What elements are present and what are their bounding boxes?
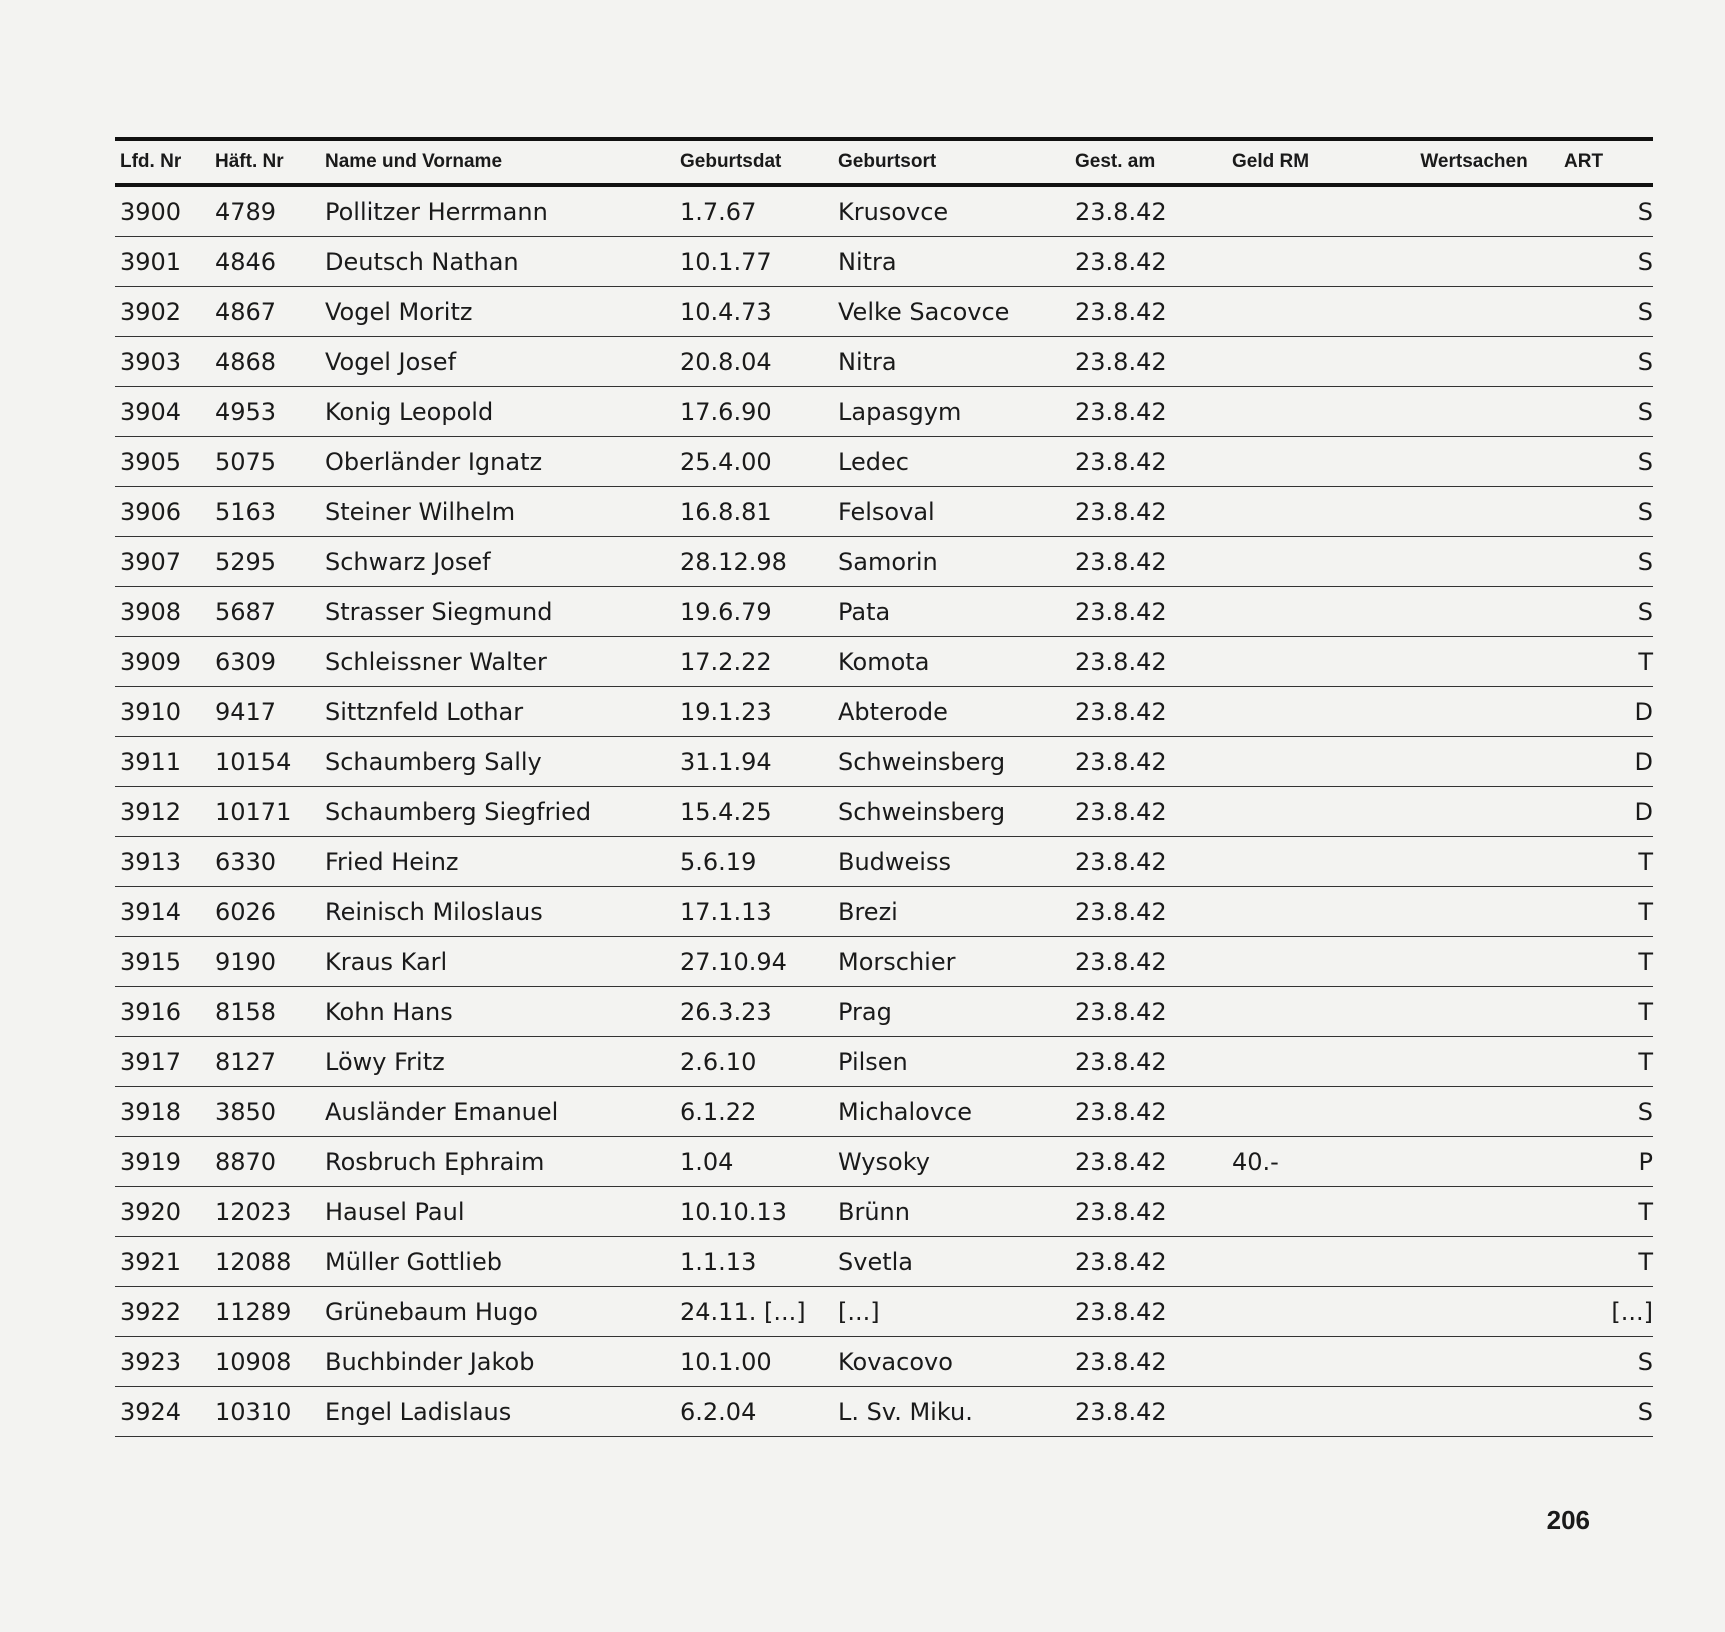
cell-haeft-nr: 10908: [210, 1337, 320, 1387]
cell-lfd-nr: 3921: [115, 1237, 210, 1287]
cell-haeft-nr: 4789: [210, 185, 320, 237]
cell-wertsachen: [1384, 587, 1559, 637]
cell-art: P: [1559, 1137, 1653, 1187]
cell-wertsachen: [1384, 337, 1559, 387]
cell-geburtsdat: 6.2.04: [675, 1387, 833, 1437]
cell-geburtsdat: 26.3.23: [675, 987, 833, 1037]
table-row: [115, 287, 1653, 337]
cell-lfd-nr: 3922: [115, 1287, 210, 1337]
cell-art: T: [1559, 637, 1653, 687]
header-art: ART: [1559, 139, 1653, 185]
cell-geburtsdat: 19.6.79: [675, 587, 833, 637]
cell-geld-rm: [1227, 1337, 1384, 1387]
cell-art: S: [1559, 185, 1653, 237]
cell-wertsachen: [1384, 637, 1559, 687]
cell-haeft-nr: 10171: [210, 787, 320, 837]
table-row: [115, 737, 1653, 787]
page-number: 206: [1546, 1505, 1590, 1535]
cell-gest-am: 23.8.42: [1070, 237, 1227, 287]
cell-gest-am: 23.8.42: [1070, 637, 1227, 687]
cell-art: S: [1559, 437, 1653, 487]
cell-name: Deutsch Nathan: [320, 237, 675, 287]
cell-gest-am: 23.8.42: [1070, 1387, 1227, 1437]
cell-gest-am: 23.8.42: [1070, 937, 1227, 987]
cell-geburtsdat: 31.1.94: [675, 737, 833, 787]
header-name: Name und Vorname: [320, 139, 675, 185]
cell-geld-rm: [1227, 737, 1384, 787]
cell-haeft-nr: 5687: [210, 587, 320, 637]
cell-lfd-nr: 3901: [115, 237, 210, 287]
cell-name: Schaumberg Siegfried: [320, 787, 675, 837]
cell-haeft-nr: 11289: [210, 1287, 320, 1337]
cell-name: Grünebaum Hugo: [320, 1287, 675, 1337]
cell-art: T: [1559, 987, 1653, 1037]
table-row: [115, 1287, 1653, 1337]
cell-geld-rm: [1227, 637, 1384, 687]
cell-wertsachen: [1384, 887, 1559, 937]
cell-haeft-nr: 5295: [210, 537, 320, 587]
death-register-table: [115, 137, 1653, 1437]
cell-geburtsdat: 1.1.13: [675, 1237, 833, 1287]
cell-geld-rm: [1227, 987, 1384, 1037]
cell-lfd-nr: 3914: [115, 887, 210, 937]
cell-haeft-nr: 12023: [210, 1187, 320, 1237]
cell-geburtsort: Nitra: [833, 237, 1070, 287]
table-row: [115, 1337, 1653, 1387]
cell-geburtsort: [...]: [833, 1287, 1070, 1337]
cell-art: S: [1559, 487, 1653, 537]
cell-geburtsdat: 17.1.13: [675, 887, 833, 937]
cell-name: Hausel Paul: [320, 1187, 675, 1237]
cell-haeft-nr: 4868: [210, 337, 320, 387]
cell-art: S: [1559, 387, 1653, 437]
cell-geburtsdat: 10.4.73: [675, 287, 833, 337]
cell-geburtsort: Morschier: [833, 937, 1070, 987]
cell-art: D: [1559, 787, 1653, 837]
table-row: [115, 537, 1653, 587]
table-row: [115, 587, 1653, 637]
cell-gest-am: 23.8.42: [1070, 1037, 1227, 1087]
cell-name: Oberländer Ignatz: [320, 437, 675, 487]
cell-geburtsdat: 1.04: [675, 1137, 833, 1187]
table-row: [115, 837, 1653, 887]
cell-lfd-nr: 3911: [115, 737, 210, 787]
cell-name: Pollitzer Herrmann: [320, 185, 675, 237]
cell-geld-rm: [1227, 1187, 1384, 1237]
cell-geld-rm: 40.-: [1227, 1137, 1384, 1187]
cell-art: S: [1559, 237, 1653, 287]
cell-lfd-nr: 3912: [115, 787, 210, 837]
cell-geburtsdat: 10.10.13: [675, 1187, 833, 1237]
cell-gest-am: 23.8.42: [1070, 787, 1227, 837]
cell-name: Schwarz Josef: [320, 537, 675, 587]
table-row: [115, 387, 1653, 437]
cell-name: Konig Leopold: [320, 387, 675, 437]
cell-lfd-nr: 3908: [115, 587, 210, 637]
cell-lfd-nr: 3917: [115, 1037, 210, 1087]
cell-wertsachen: [1384, 787, 1559, 837]
cell-geld-rm: [1227, 437, 1384, 487]
cell-wertsachen: [1384, 287, 1559, 337]
cell-lfd-nr: 3919: [115, 1137, 210, 1187]
cell-name: Engel Ladislaus: [320, 1387, 675, 1437]
cell-lfd-nr: 3918: [115, 1087, 210, 1137]
cell-geld-rm: [1227, 337, 1384, 387]
cell-gest-am: 23.8.42: [1070, 587, 1227, 637]
cell-wertsachen: [1384, 937, 1559, 987]
table-row: [115, 337, 1653, 387]
cell-geburtsdat: 17.6.90: [675, 387, 833, 437]
cell-geld-rm: [1227, 387, 1384, 437]
cell-geburtsort: Pilsen: [833, 1037, 1070, 1087]
cell-geburtsort: Wysoky: [833, 1137, 1070, 1187]
cell-geburtsort: Krusovce: [833, 185, 1070, 237]
cell-geburtsort: Samorin: [833, 537, 1070, 587]
cell-gest-am: 23.8.42: [1070, 1087, 1227, 1137]
cell-art: S: [1559, 537, 1653, 587]
header-lfd-nr: Lfd. Nr: [115, 139, 210, 185]
header-wertsachen: Wertsachen: [1384, 139, 1559, 185]
cell-geld-rm: [1227, 937, 1384, 987]
cell-gest-am: 23.8.42: [1070, 185, 1227, 237]
cell-geburtsdat: 10.1.00: [675, 1337, 833, 1387]
cell-geburtsdat: 24.11. [...]: [675, 1287, 833, 1337]
cell-haeft-nr: 12088: [210, 1237, 320, 1287]
table-row: [115, 1137, 1653, 1187]
cell-geld-rm: [1227, 237, 1384, 287]
cell-wertsachen: [1384, 987, 1559, 1037]
cell-wertsachen: [1384, 1287, 1559, 1337]
cell-haeft-nr: 4867: [210, 287, 320, 337]
cell-art: D: [1559, 737, 1653, 787]
cell-geld-rm: [1227, 185, 1384, 237]
header-geld-rm: Geld RM: [1227, 139, 1384, 185]
cell-art: T: [1559, 937, 1653, 987]
cell-geld-rm: [1227, 1087, 1384, 1137]
cell-haeft-nr: 3850: [210, 1087, 320, 1137]
header-haeft-nr: Häft. Nr: [210, 139, 320, 185]
cell-name: Buchbinder Jakob: [320, 1337, 675, 1387]
cell-geld-rm: [1227, 487, 1384, 537]
cell-wertsachen: [1384, 687, 1559, 737]
cell-art: S: [1559, 1387, 1653, 1437]
cell-geburtsdat: 19.1.23: [675, 687, 833, 737]
cell-gest-am: 23.8.42: [1070, 1137, 1227, 1187]
cell-lfd-nr: 3909: [115, 637, 210, 687]
table-row: [115, 987, 1653, 1037]
table-row: [115, 437, 1653, 487]
header-geburtsort: Geburtsort: [833, 139, 1070, 185]
table-row: [115, 887, 1653, 937]
cell-art: S: [1559, 1087, 1653, 1137]
cell-geburtsort: Velke Sacovce: [833, 287, 1070, 337]
cell-art: T: [1559, 1037, 1653, 1087]
cell-wertsachen: [1384, 737, 1559, 787]
cell-wertsachen: [1384, 387, 1559, 437]
cell-haeft-nr: 5075: [210, 437, 320, 487]
cell-wertsachen: [1384, 1387, 1559, 1437]
cell-wertsachen: [1384, 1037, 1559, 1087]
cell-geld-rm: [1227, 787, 1384, 837]
cell-gest-am: 23.8.42: [1070, 487, 1227, 537]
cell-name: Löwy Fritz: [320, 1037, 675, 1087]
cell-name: Fried Heinz: [320, 837, 675, 887]
table-row: [115, 637, 1653, 687]
cell-haeft-nr: 4846: [210, 237, 320, 287]
cell-art: T: [1559, 1237, 1653, 1287]
table-row: [115, 1237, 1653, 1287]
cell-lfd-nr: 3913: [115, 837, 210, 887]
cell-haeft-nr: 6026: [210, 887, 320, 937]
table-row: [115, 1387, 1653, 1437]
cell-geburtsdat: 17.2.22: [675, 637, 833, 687]
cell-gest-am: 23.8.42: [1070, 287, 1227, 337]
cell-wertsachen: [1384, 185, 1559, 237]
cell-geburtsdat: 25.4.00: [675, 437, 833, 487]
cell-lfd-nr: 3904: [115, 387, 210, 437]
cell-geld-rm: [1227, 887, 1384, 937]
cell-geburtsort: Prag: [833, 987, 1070, 1037]
cell-lfd-nr: 3924: [115, 1387, 210, 1437]
cell-geburtsort: Abterode: [833, 687, 1070, 737]
cell-geld-rm: [1227, 837, 1384, 887]
cell-gest-am: 23.8.42: [1070, 437, 1227, 487]
cell-haeft-nr: 8158: [210, 987, 320, 1037]
cell-name: Müller Gottlieb: [320, 1237, 675, 1287]
cell-geburtsort: Pata: [833, 587, 1070, 637]
cell-haeft-nr: 6309: [210, 637, 320, 687]
cell-art: [...]: [1559, 1287, 1653, 1337]
table-row: [115, 185, 1653, 237]
cell-name: Strasser Siegmund: [320, 587, 675, 637]
cell-geburtsdat: 6.1.22: [675, 1087, 833, 1137]
cell-gest-am: 23.8.42: [1070, 337, 1227, 387]
cell-geld-rm: [1227, 1387, 1384, 1437]
cell-geburtsdat: 2.6.10: [675, 1037, 833, 1087]
cell-geld-rm: [1227, 537, 1384, 587]
cell-geburtsdat: 27.10.94: [675, 937, 833, 987]
cell-geburtsdat: 28.12.98: [675, 537, 833, 587]
cell-haeft-nr: 4953: [210, 387, 320, 437]
cell-geburtsort: Schweinsberg: [833, 737, 1070, 787]
cell-name: Reinisch Miloslaus: [320, 887, 675, 937]
cell-lfd-nr: 3923: [115, 1337, 210, 1387]
cell-geburtsort: Kovacovo: [833, 1337, 1070, 1387]
cell-art: D: [1559, 687, 1653, 737]
cell-geld-rm: [1227, 1237, 1384, 1287]
cell-gest-am: 23.8.42: [1070, 887, 1227, 937]
cell-geburtsdat: 20.8.04: [675, 337, 833, 387]
cell-geburtsort: Lapasgym: [833, 387, 1070, 437]
table-row: [115, 1087, 1653, 1137]
cell-gest-am: 23.8.42: [1070, 1337, 1227, 1387]
cell-geburtsdat: 10.1.77: [675, 237, 833, 287]
cell-gest-am: 23.8.42: [1070, 1237, 1227, 1287]
cell-geld-rm: [1227, 287, 1384, 337]
cell-name: Sittznfeld Lothar: [320, 687, 675, 737]
table-body: [115, 185, 1653, 1437]
cell-lfd-nr: 3920: [115, 1187, 210, 1237]
cell-wertsachen: [1384, 1087, 1559, 1137]
cell-geburtsort: Svetla: [833, 1237, 1070, 1287]
cell-geburtsort: Brünn: [833, 1187, 1070, 1237]
cell-name: Vogel Josef: [320, 337, 675, 387]
cell-wertsachen: [1384, 1187, 1559, 1237]
cell-name: Schaumberg Sally: [320, 737, 675, 787]
cell-wertsachen: [1384, 437, 1559, 487]
cell-name: Kohn Hans: [320, 987, 675, 1037]
cell-haeft-nr: 9417: [210, 687, 320, 737]
cell-gest-am: 23.8.42: [1070, 387, 1227, 437]
cell-lfd-nr: 3916: [115, 987, 210, 1037]
table-row: [115, 937, 1653, 987]
cell-gest-am: 23.8.42: [1070, 1187, 1227, 1237]
cell-lfd-nr: 3903: [115, 337, 210, 387]
cell-geld-rm: [1227, 1287, 1384, 1337]
cell-lfd-nr: 3905: [115, 437, 210, 487]
cell-geburtsdat: 1.7.67: [675, 185, 833, 237]
cell-haeft-nr: 10154: [210, 737, 320, 787]
cell-geld-rm: [1227, 687, 1384, 737]
cell-gest-am: 23.8.42: [1070, 987, 1227, 1037]
cell-art: S: [1559, 587, 1653, 637]
table-row: [115, 1037, 1653, 1087]
cell-haeft-nr: 10310: [210, 1387, 320, 1437]
table-row: [115, 237, 1653, 287]
cell-art: T: [1559, 887, 1653, 937]
cell-wertsachen: [1384, 487, 1559, 537]
header-gest-am: Gest. am: [1070, 139, 1227, 185]
cell-wertsachen: [1384, 537, 1559, 587]
cell-gest-am: 23.8.42: [1070, 1287, 1227, 1337]
cell-geburtsdat: 5.6.19: [675, 837, 833, 887]
cell-lfd-nr: 3902: [115, 287, 210, 337]
cell-geburtsort: Nitra: [833, 337, 1070, 387]
cell-art: S: [1559, 1337, 1653, 1387]
cell-geburtsort: Felsoval: [833, 487, 1070, 537]
cell-geld-rm: [1227, 587, 1384, 637]
cell-haeft-nr: 9190: [210, 937, 320, 987]
cell-lfd-nr: 3906: [115, 487, 210, 537]
table-row: [115, 487, 1653, 537]
cell-wertsachen: [1384, 1237, 1559, 1287]
cell-geburtsort: L. Sv. Miku.: [833, 1387, 1070, 1437]
cell-geburtsort: Brezi: [833, 887, 1070, 937]
cell-haeft-nr: 6330: [210, 837, 320, 887]
cell-haeft-nr: 5163: [210, 487, 320, 537]
cell-geburtsort: Schweinsberg: [833, 787, 1070, 837]
table-row: [115, 687, 1653, 737]
cell-name: Ausländer Emanuel: [320, 1087, 675, 1137]
table-row: [115, 787, 1653, 837]
cell-gest-am: 23.8.42: [1070, 737, 1227, 787]
cell-name: Rosbruch Ephraim: [320, 1137, 675, 1187]
cell-gest-am: 23.8.42: [1070, 687, 1227, 737]
cell-art: T: [1559, 1187, 1653, 1237]
cell-lfd-nr: 3907: [115, 537, 210, 587]
cell-geburtsdat: 16.8.81: [675, 487, 833, 537]
cell-geld-rm: [1227, 1037, 1384, 1087]
cell-wertsachen: [1384, 1337, 1559, 1387]
cell-lfd-nr: 3915: [115, 937, 210, 987]
header-geburtsdat: Geburtsdat: [675, 139, 833, 185]
cell-haeft-nr: 8127: [210, 1037, 320, 1087]
cell-haeft-nr: 8870: [210, 1137, 320, 1187]
cell-lfd-nr: 3910: [115, 687, 210, 737]
cell-geburtsort: Budweiss: [833, 837, 1070, 887]
cell-lfd-nr: 3900: [115, 185, 210, 237]
cell-name: Kraus Karl: [320, 937, 675, 987]
cell-gest-am: 23.8.42: [1070, 837, 1227, 887]
cell-wertsachen: [1384, 237, 1559, 287]
cell-art: S: [1559, 287, 1653, 337]
cell-name: Vogel Moritz: [320, 287, 675, 337]
cell-geburtsort: Ledec: [833, 437, 1070, 487]
cell-name: Steiner Wilhelm: [320, 487, 675, 537]
cell-geburtsort: Komota: [833, 637, 1070, 687]
cell-art: T: [1559, 837, 1653, 887]
cell-art: S: [1559, 337, 1653, 387]
cell-geburtsdat: 15.4.25: [675, 787, 833, 837]
cell-wertsachen: [1384, 837, 1559, 887]
cell-wertsachen: [1384, 1137, 1559, 1187]
table-row: [115, 1187, 1653, 1237]
cell-geburtsort: Michalovce: [833, 1087, 1070, 1137]
cell-gest-am: 23.8.42: [1070, 537, 1227, 587]
table-header-row: [115, 139, 1653, 185]
cell-name: Schleissner Walter: [320, 637, 675, 687]
